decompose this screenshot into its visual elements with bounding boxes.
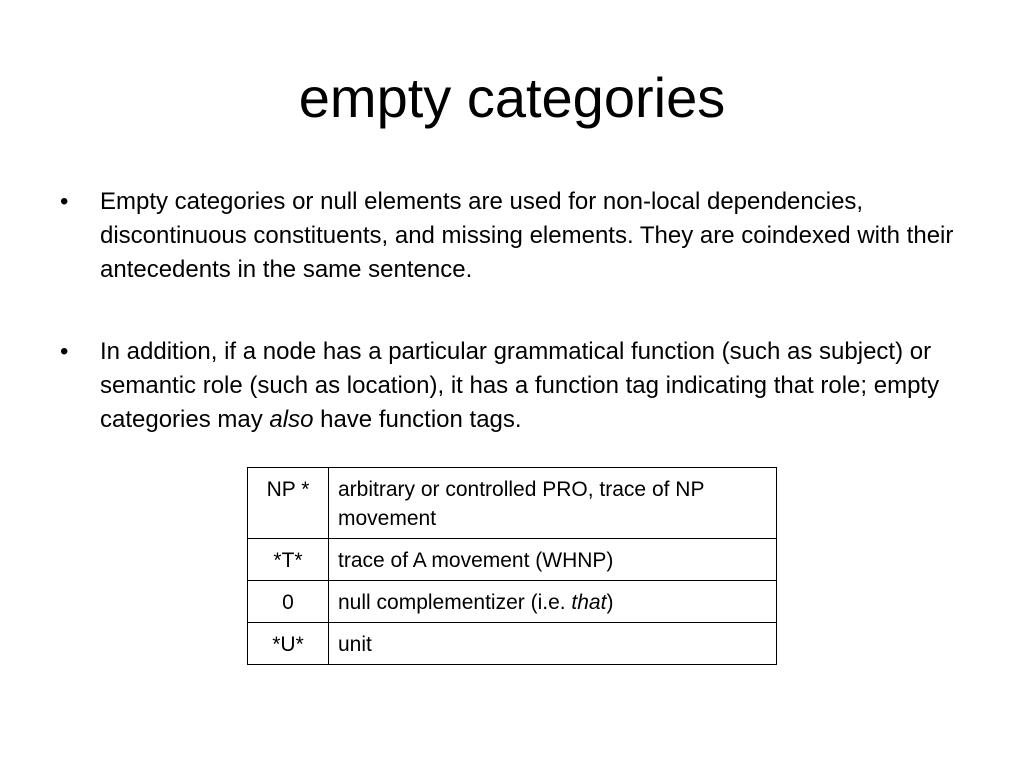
table-cell-code: *T*	[248, 539, 329, 581]
table-cell-description: trace of A movement (WHNP)	[329, 539, 777, 581]
table-row	[248, 623, 777, 665]
table-cell-description: unit	[329, 623, 777, 665]
cell-text-part: null complementizer (i.e.	[338, 591, 572, 614]
bullet-text: Empty categories or null elements are used for non-local dependencies, discontinuous constituents, and missing elements. They are coindexed with their antecedents in the same sentence.	[100, 188, 954, 283]
table-row	[248, 581, 777, 623]
slide-title: empty categories	[298, 66, 726, 129]
table-cell-code: NP *	[248, 468, 329, 539]
cell-text-part: )	[606, 591, 614, 614]
bullet-item-1	[60, 185, 960, 287]
table-cell-code: *U*	[248, 623, 329, 665]
table	[247, 467, 777, 665]
bullet-item-2	[60, 335, 960, 437]
table-cell-description: arbitrary or controlled PRO, trace of NP movement	[329, 468, 777, 539]
table-cell-code: 0	[248, 581, 329, 623]
bullet-text-emphasis: also	[269, 406, 314, 433]
bullet-list	[60, 185, 960, 437]
bullet-marker: •	[60, 188, 69, 215]
empty-categories-table	[247, 467, 777, 665]
table-cell-description	[329, 581, 777, 623]
bullet-text-part: In addition, if a node has a particular grammatical function (such as subject) or semantic role (such as location), it has a function tag indicating that role; empty categories may	[100, 338, 940, 433]
table-row	[248, 539, 777, 581]
bullet-marker: •	[60, 338, 69, 365]
cell-text-emphasis: that	[571, 591, 607, 614]
bullet-text	[100, 338, 939, 433]
table-row	[248, 468, 777, 539]
bullet-text-part: have function tags.	[313, 406, 522, 433]
